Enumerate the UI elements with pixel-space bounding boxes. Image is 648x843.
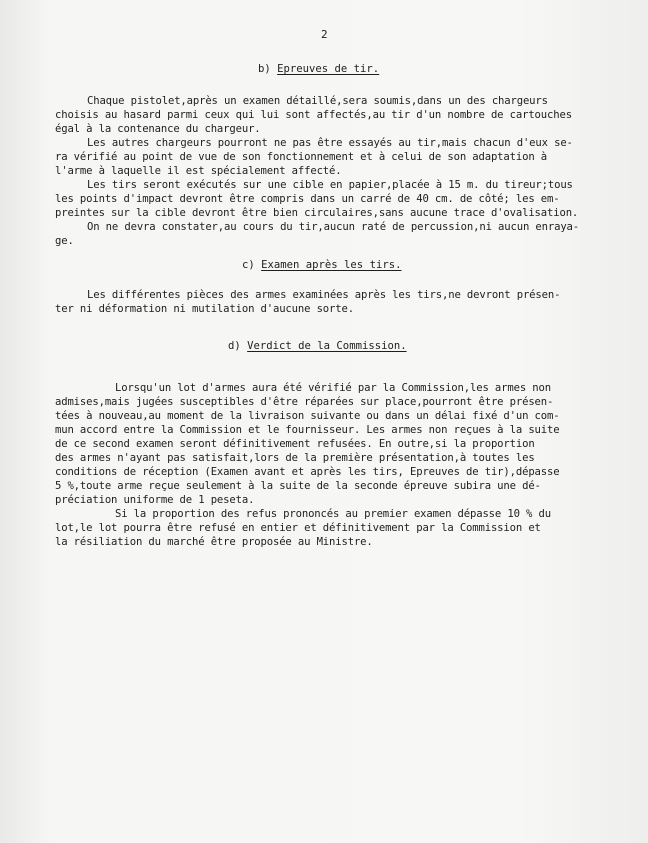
paragraph-line: la résiliation du marché être proposée au Ministre. bbox=[55, 536, 373, 548]
paragraph-line: Les autres chargeurs pourront ne pas être essayés au tir,mais chacun d'eux se- bbox=[87, 137, 573, 149]
paragraph-line: conditions de réception (Examen avant et après les tirs, Epreuves de tir),dépasse bbox=[55, 466, 560, 478]
paragraph-line: l'arme à laquelle il est spécialement affecté. bbox=[55, 165, 342, 177]
paragraph-line: les points d'impact devront être compris dans un carré de 40 cm. de côté; les em- bbox=[55, 193, 560, 205]
paragraph-line: 5 %,toute arme reçue seulement à la suite de la seconde épreuve subira une dé- bbox=[55, 480, 541, 492]
paragraph-line: ge. bbox=[55, 235, 74, 247]
section-heading-c bbox=[242, 258, 401, 272]
section-title-c: Examen après les tirs. bbox=[261, 259, 402, 271]
section-heading-d bbox=[228, 339, 407, 353]
paragraph-line: lot,le lot pourra être refusé en entier et définitivement par la Commission et bbox=[55, 522, 541, 534]
section-heading-b bbox=[258, 62, 379, 76]
section-prefix-d: d) bbox=[228, 340, 248, 352]
page-number: 2 bbox=[321, 28, 328, 41]
paragraph-line: ter ni déformation ni mutilation d'aucune sorte. bbox=[55, 303, 354, 315]
section-prefix-c: c) bbox=[242, 259, 262, 271]
paragraph-line: préciation uniforme de 1 peseta. bbox=[55, 494, 255, 506]
paragraph-line: de ce second examen seront définitivement refusées. En outre,si la proportion bbox=[55, 438, 535, 450]
paragraph-line: Si la proportion des refus prononcés au premier examen dépasse 10 % du bbox=[115, 508, 551, 520]
paragraph-line: des armes n'ayant pas satisfait,lors de la première présentation,à toutes les bbox=[55, 452, 535, 464]
paragraph-line: ra vérifié au point de vue de son fonctionnement et à celui de son adaptation à bbox=[55, 151, 548, 163]
paragraph-line: choisis au hasard parmi ceux qui lui sont affectés,au tir d'un nombre de cartouches bbox=[55, 109, 572, 121]
paragraph-line: Chaque pistolet,après un examen détaillé,sera soumis,dans un des chargeurs bbox=[87, 95, 548, 107]
paragraph-line: admises,mais jugées susceptibles d'être réparées sur place,pourront être présen- bbox=[55, 396, 554, 408]
section-title-b: Epreuves de tir. bbox=[277, 63, 380, 75]
section-prefix-b: b) bbox=[258, 63, 278, 75]
section-title-d: Verdict de la Commission. bbox=[247, 340, 407, 352]
paragraph-line: preintes sur la cible devront être bien circulaires,sans aucune trace d'ovalisation. bbox=[55, 207, 579, 219]
paragraph-line: mun accord entre la Commission et le fournisseur. Les armes non reçues à la suite bbox=[55, 424, 560, 436]
paragraph-line: égal à la contenance du chargeur. bbox=[55, 123, 261, 135]
paragraph-line: tées à nouveau,au moment de la livraison suivante ou dans un délai fixé d'un com- bbox=[55, 410, 560, 422]
paragraph-line: On ne devra constater,au cours du tir,aucun raté de percussion,ni aucun enraya- bbox=[87, 221, 580, 233]
paragraph-line: Lorsqu'un lot d'armes aura été vérifié par la Commission,les armes non bbox=[115, 382, 551, 394]
paragraph-line: Les tirs seront exécutés sur une cible en papier,placée à 15 m. du tireur;tous bbox=[87, 179, 573, 191]
paragraph-line: Les différentes pièces des armes examinées après les tirs,ne devront présen- bbox=[87, 289, 561, 301]
